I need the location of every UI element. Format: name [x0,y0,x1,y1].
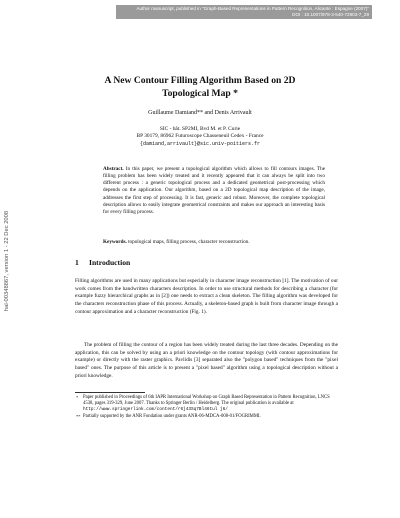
header-note-line1: Author manuscript, published in "Graph-Based Representations in Pattern Recognition, Alicante : Espagne (2007)" [136,6,369,11]
abstract-text: In this paper, we present a topological algorithm which allows to fill contours images. The filling problem has been widely treated and it recently appeared that it can always be split into two different process : a generic topological process and a dedicated geometrical post-processing which depends on the application. Our algorithm, based on a 2D topological map description of the image, addresses the first step of processing. It is fast, generic and robust. Moreover, the complete topological description allows to easily integrate geometrical constraints and makes our approach an interesting basis for every filling process. [103,166,326,215]
paper-title [60,74,340,100]
paper-affiliation [60,126,340,148]
section-heading [75,258,130,267]
title-line2: Topological Map * [162,88,238,99]
affiliation-line2: BP 30179, 86962 Futuroscope Chasseneuil Cedex - France [136,133,264,140]
section-number: 1 [75,258,79,267]
title-line1: A New Contour Filling Algorithm Based on 2D [104,75,296,86]
hal-side-stamp-text: hal-00348867, version 1 - 22 Dec 2008 [4,210,10,312]
header-note-line2: DOI : 10.1007/978-3-540-72903-7_29 [292,12,369,17]
intro-paragraph-2: The problem of filling the contour of a region has been widely treated during the last three decades. Depending on the application, this can be solved by using an a priori knowledge on the contour topology (with contour approximations for example) or directly with the raster graphics. Pavlidis [3] separated also the "polygon based" techniques from the "pixel based" ones. The purpose of this article is to present a "pixel based" algorithm using a topological description without a priori knowledge. [75,342,338,379]
keywords-label: Keywords. [103,239,127,245]
footnote-text: Paper published in Proceedings of 6th IAPR International Workshop on Graph Based Representation in Pattern Recognition, LNCS 4538, pages 319-329, June 2007. Thanks to Springer Berlin / Heidelberg. The original publication is available at [83,395,330,407]
footnote-rule [75,392,145,393]
footnote-item [75,395,338,413]
affiliation-line1: SIC - bât. SP2MI, Bvd M. et P. Curie [159,126,241,132]
footnote-mark: ** [76,413,81,419]
hal-header-note [116,5,372,19]
footnote-text: Partially supported by the ANR Fondation under grants ANR-06-MDCA-008-01/FOGRIMMI. [83,413,261,419]
footnote-mark: * [76,395,79,400]
abstract-label: Abstract. [103,166,124,172]
keywords-text: topological maps, filling process, character reconstruction. [128,239,250,245]
footnote-item [75,414,338,420]
footnote-link[interactable]: http://www.springerlink.com/content/r6j43Sq7Bl46tul j6/ [83,407,228,413]
hal-side-stamp [2,186,12,336]
abstract [103,166,325,216]
paper-authors: Guillaume Damiand** and Denis Arrivault [148,110,252,116]
intro-paragraph-1: Filling algorithms are used in many applications but especially in character image reconstruction [1]. The motivation of our work comes from the handwritten characters description. In order to use structural methods for describing a character (for example fuzzy hierarchical graphs as in [2]) one needs to extract a clean skeleton. The filling algorithm was developed for the characters reconstruction phase of this process. Actually, a skeleton-based graph is built from character image through a contour approximation and a character reconstruction (Fig. 1). [75,278,338,315]
section-title: Introduction [89,258,131,267]
author-email: {damiand,arrivault}@sic.univ-poitiers.fr [139,140,261,147]
keywords [103,239,325,246]
footnotes [75,395,338,420]
